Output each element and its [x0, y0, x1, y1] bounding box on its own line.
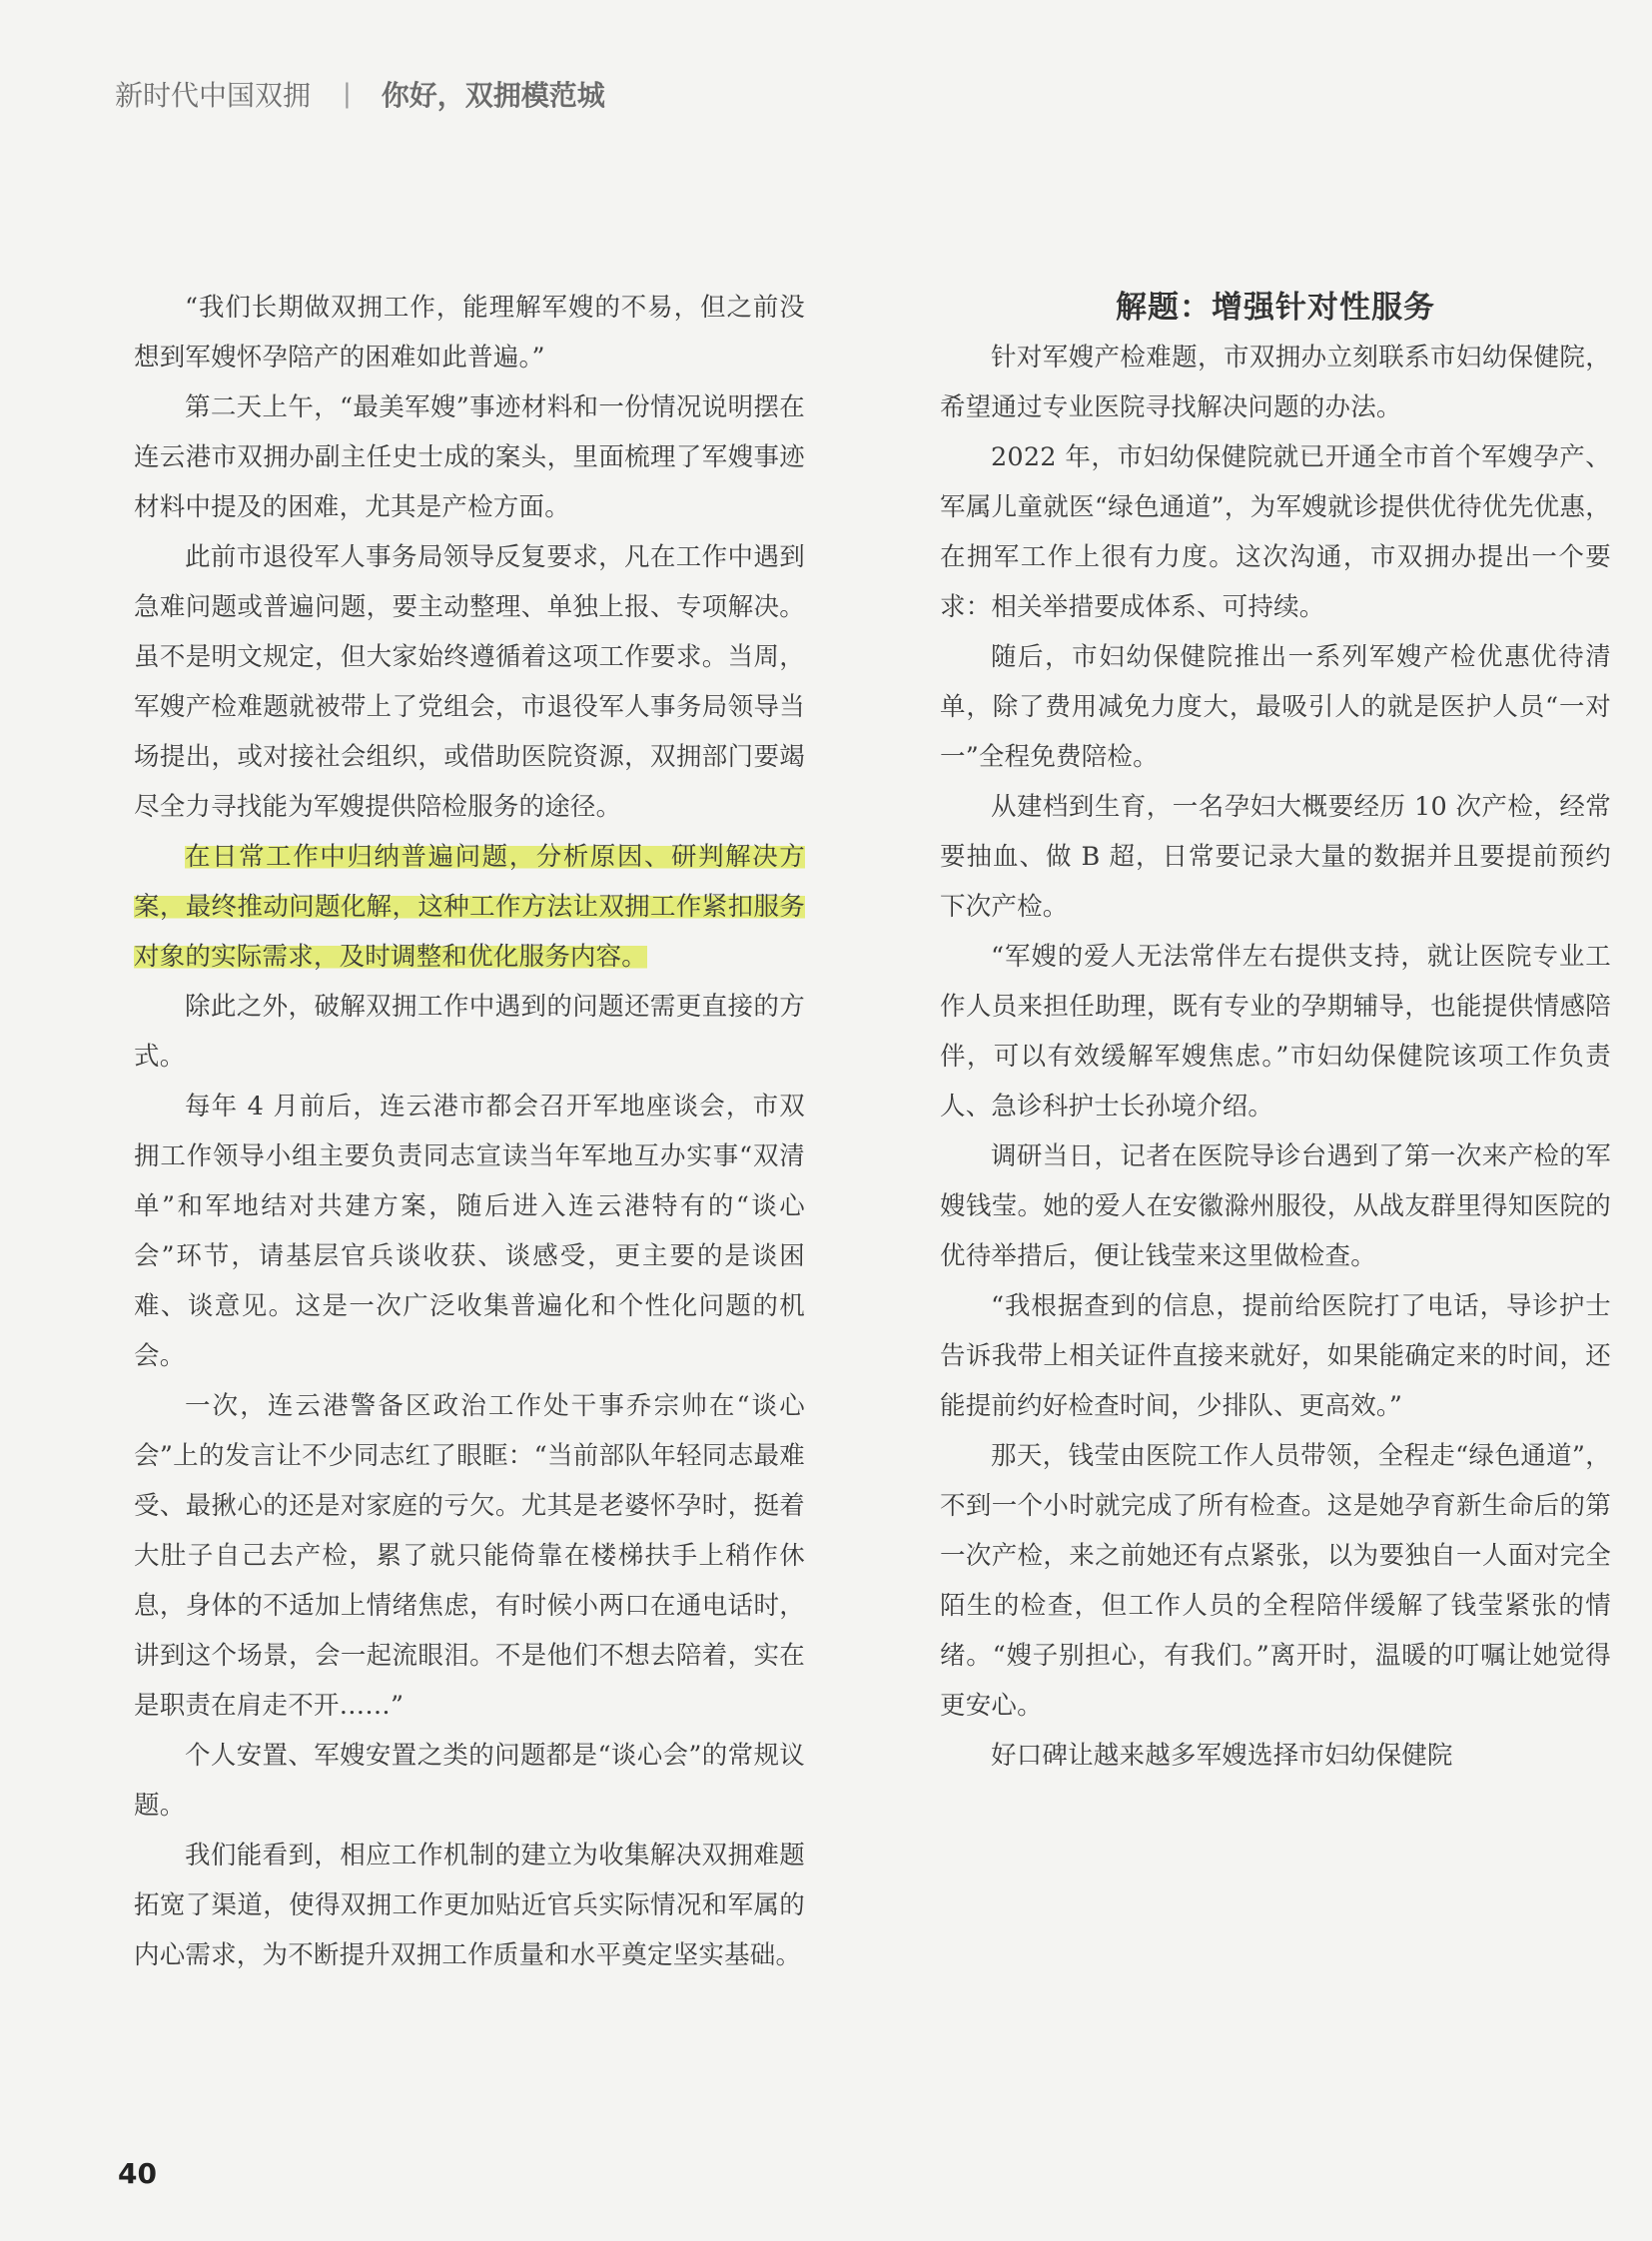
header-separator: | — [343, 79, 352, 109]
paragraph: “军嫂的爱人无法常伴左右提供支持，就让医院专业工作人员来担任助理，既有专业的孕期辅导，也能提供情感陪伴，可以有效缓解军嫂焦虑。”市妇幼保健院该项工作负责人、急诊科护士长孙境介绍。 — [940, 942, 1611, 1121]
paragraph: 一次，连云港警备区政治工作处干事乔宗帅在“谈心会”上的发言让不少同志红了眼眶：“当前部队年轻同志最难受、最揪心的还是对家庭的亏欠。尤其是老婆怀孕时，挺着大肚子自己去产检，累了就只能倚靠在楼梯扶手上稍作休息，身体的不适加上情绪焦虑，有时候小两口在通电话时，讲到这个场景，会一起流眼泪。不是他们不想去陪着，实在是职责在肩走不开……” — [134, 1391, 805, 1721]
paragraph: 从建档到生育，一名孕妇大概要经历 10 次产检，经常要抽血、做 B 超，日常要记录大量的数据并且要提前预约下次产检。 — [940, 792, 1611, 922]
highlight-mark: 在日常工作中归纳普遍问题，分析原因、研判解决方案，最终推动问题化解，这种工作方法让双拥工作紧扣服务对象的实际需求，及时调整和优化服务内容。 — [134, 842, 805, 972]
paragraph: 个人安置、军嫂安置之类的问题都是“谈心会”的常规议题。 — [134, 1741, 805, 1821]
right-column — [940, 283, 1611, 1781]
paragraph: “我根据查到的信息，提前给医院打了电话，导诊护士告诉我带上相关证件直接来就好，如果能确定来的时间，还能提前约好检查时间，少排队、更高效。” — [940, 1291, 1611, 1421]
paragraph: 此前市退役军人事务局领导反复要求，凡在工作中遇到急难问题或普遍问题，要主动整理、单独上报、专项解决。虽不是明文规定，但大家始终遵循着这项工作要求。当周，军嫂产检难题就被带上了党组会，市退役军人事务局领导当场提出，或对接社会组织，或借助医院资源，双拥部门要竭尽全力寻找能为军嫂提供陪检服务的途径。 — [134, 542, 805, 822]
paragraph: 针对军嫂产检难题，市双拥办立刻联系市妇幼保健院，希望通过专业医院寻找解决问题的办法。 — [940, 343, 1611, 422]
left-column — [134, 283, 805, 1980]
highlighted-paragraph — [134, 832, 805, 982]
section-heading: 解题：增强针对性服务 — [1116, 290, 1435, 326]
paragraph: 调研当日，记者在医院导诊台遇到了第一次来产检的军嫂钱莹。她的爱人在安徽滁州服役，从战友群里得知医院的优待举措后，便让钱莹来这里做检查。 — [940, 1141, 1611, 1271]
magazine-title: 新时代中国双拥 — [115, 79, 312, 112]
paragraph: 2022 年，市妇幼保健院就已开通全市首个军嫂孕产、军属儿童就医“绿色通道”，为军嫂就诊提供优待优先优惠，在拥军工作上很有力度。这次沟通，市双拥办提出一个要求：相关举措要成体系、可持续。 — [940, 442, 1611, 622]
paragraph: 那天，钱莹由医院工作人员带领，全程走“绿色通道”，不到一个小时就完成了所有检查。这是她孕育新生命后的第一次产检，来之前她还有点紧张，以为要独自一人面对完全陌生的检查，但工作人员的全程陪伴缓解了钱莹紧张的情绪。“嫂子别担心，有我们。”离开时，温暖的叮嘱让她觉得更安心。 — [940, 1441, 1611, 1721]
running-header — [115, 74, 605, 114]
section-title: 你好，双拥模范城 — [381, 79, 605, 112]
page-number: 40 — [118, 2157, 157, 2190]
paragraph: 我们能看到，相应工作机制的建立为收集解决双拥难题拓宽了渠道，使得双拥工作更加贴近官兵实际情况和军属的内心需求，为不断提升双拥工作质量和水平奠定坚实基础。 — [134, 1841, 805, 1970]
paragraph: 除此之外，破解双拥工作中遇到的问题还需更直接的方式。 — [134, 992, 805, 1072]
paragraph: 随后，市妇幼保健院推出一系列军嫂产检优惠优待清单，除了费用减免力度大，最吸引人的就是医护人员“一对一”全程免费陪检。 — [940, 642, 1611, 772]
paragraph: 好口碑让越来越多军嫂选择市妇幼保健院 — [991, 1741, 1453, 1771]
paragraph: 第二天上午，“最美军嫂”事迹材料和一份情况说明摆在连云港市双拥办副主任史士成的案头，里面梳理了军嫂事迹材料中提及的困难，尤其是产检方面。 — [134, 392, 805, 522]
paragraph: “我们长期做双拥工作，能理解军嫂的不易，但之前没想到军嫂怀孕陪产的困难如此普遍。” — [134, 293, 805, 373]
paragraph: 每年 4 月前后，连云港市都会召开军地座谈会，市双拥工作领导小组主要负责同志宣读当年军地互办实事“双清单”和军地结对共建方案，随后进入连云港特有的“谈心会”环节，请基层官兵谈收获、谈感受，更主要的是谈困难、谈意见。这是一次广泛收集普遍化和个性化问题的机会。 — [134, 1092, 805, 1371]
